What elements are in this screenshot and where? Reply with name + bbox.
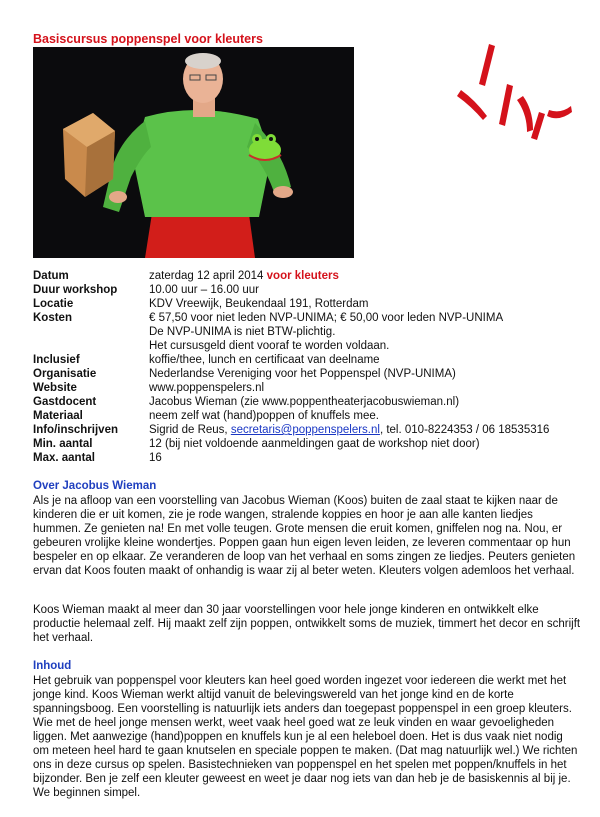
min-label: Min. aantal [33, 438, 93, 450]
red-strokes-logo [455, 40, 573, 150]
info-row-inschrijven [33, 423, 588, 437]
website-label: Website [33, 382, 77, 394]
info-row-max [33, 451, 588, 465]
organisatie-value: Nederlandse Vereniging voor het Poppenspel (NVP-UNIMA) [149, 368, 456, 380]
info-prefix: Sigrid de Reus, [149, 424, 228, 436]
datum-label: Datum [33, 270, 69, 282]
materiaal-value: neem zelf wat (hand)poppen of knuffels mee. [149, 410, 379, 422]
datum-highlight: voor kleuters [266, 270, 339, 282]
inclusief-value: koffie/thee, lunch en certificaat van deelname [149, 354, 380, 366]
info-row-inclusief [33, 353, 588, 367]
gastdocent-label: Gastdocent [33, 396, 97, 408]
info-row-materiaal [33, 409, 588, 423]
kosten-line-2: De NVP-UNIMA is niet BTW-plichtig. [149, 326, 336, 338]
page-title: Basiscursus poppenspel voor kleuters [33, 32, 263, 46]
materiaal-label: Materiaal [33, 410, 83, 422]
info-row-website [33, 381, 588, 395]
info-row-datum [33, 269, 588, 283]
organisatie-label: Organisatie [33, 368, 97, 380]
inhoud-paragraph: Het gebruik van poppenspel voor kleuters kan heel goed worden ingezet voor iedereen die werkt met het jonge kind. Koos Wieman werkt altijd vanuit de belevingswereld van het jonge kind en de korte spanningsboog. Een voorstelling is natuurlijk iets anders dan toegepast poppenspel in een groep kleuters. Wie met de heel jonge mensen werkt, weet vaak heel goed wat ze leuk vinden en waar gevoeligheden liggen. Met aanwezige (hand)poppen en knuffels kun je al een heleboel doen. Het is dus vaak niet nodig om meteen heel hard te gaan knutselen en speciale poppen te maken. (Dat mag natuurlijk wel.) We richten ons in deze cursus op spelen. Basistechnieken van poppenspel en het spelen met poppen/knuffels in het bijzonder. Ben je zelf een kleuter geweest en weet je daar nog iets van dan heb je de basiskennis al bij je. We beginnen simpel. [33, 675, 578, 799]
info-row-organisatie [33, 367, 588, 381]
kosten-line-1: € 57,50 voor niet leden NVP-UNIMA; € 50,00 voor leden NVP-UNIMA [149, 312, 504, 324]
info-row-duur [33, 283, 588, 297]
locatie-label: Locatie [33, 298, 74, 310]
inhoud-heading: Inhoud [33, 660, 72, 672]
info-suffix: , tel. 010-8224353 / 06 18535316 [379, 424, 550, 436]
over-paragraph-1: Als je na afloop van een voorstelling van Jacobus Wieman (Koos) buiten de zaal staat te kijken naar de kinderen die er uit komen, zie je rode wangen, stralende koppies en hoor je aan alle kanten liedjes hummen. Ze genieten na! En met volle teugen. Grote mensen die eruit komen, gniffelen nog na. Nou, er gebeuren vrolijke kleine wondertjes. Poppen gaan hun eigen leven leiden, ze leveren commentaar op hun bespeler en op elkaar. Ze veranderen de loop van het verhaal en soms zingen ze liedjes. Peuters genieten ervan dat Koos fouten maakt of onhandig is waar zij al beter weten. Kleuters volgen ademloos het verhaal. [33, 495, 576, 577]
info-label: Info/inschrijven [33, 424, 118, 436]
over-heading: Over Jacobus Wieman [33, 480, 157, 492]
duur-label: Duur workshop [33, 284, 118, 296]
website-value: www.poppenspelers.nl [149, 382, 265, 394]
kosten-line-3: Het cursusgeld dient vooraf te worden voldaan. [149, 340, 390, 352]
duur-value: 10.00 uur – 16.00 uur [149, 284, 259, 296]
info-value [149, 423, 588, 437]
over-paragraph-2: Koos Wieman maakt al meer dan 30 jaar voorstellingen voor hele jonge kinderen en ontwikkelt elke productie helemaal zelf. Hij maakt zelf zijn poppen, ontwikkelt soms de muziek, timmert het decor en schrijft het verhaal. [33, 604, 581, 644]
kosten-label: Kosten [33, 312, 72, 324]
info-row-locatie [33, 297, 588, 311]
email-link[interactable]: secretaris@poppenspelers.nl [230, 424, 380, 436]
info-row-min [33, 437, 588, 451]
datum-text: zaterdag 12 april 2014 [149, 270, 264, 282]
puppeteer-photo [33, 47, 354, 258]
max-value: 16 [149, 452, 162, 464]
locatie-value: KDV Vreewijk, Beukendaal 191, Rotterdam [149, 298, 369, 310]
min-value: 12 (bij niet voldoende aanmeldingen gaat de workshop niet door) [149, 438, 480, 450]
max-label: Max. aantal [33, 452, 95, 464]
gastdocent-value: Jacobus Wieman (zie www.poppentheaterjacobuswieman.nl) [149, 396, 460, 408]
inclusief-label: Inclusief [33, 354, 80, 366]
info-row-kosten [33, 311, 588, 353]
kosten-value [149, 311, 588, 353]
info-row-gastdocent [33, 395, 588, 409]
datum-value [149, 269, 588, 283]
course-info-table [33, 269, 588, 465]
